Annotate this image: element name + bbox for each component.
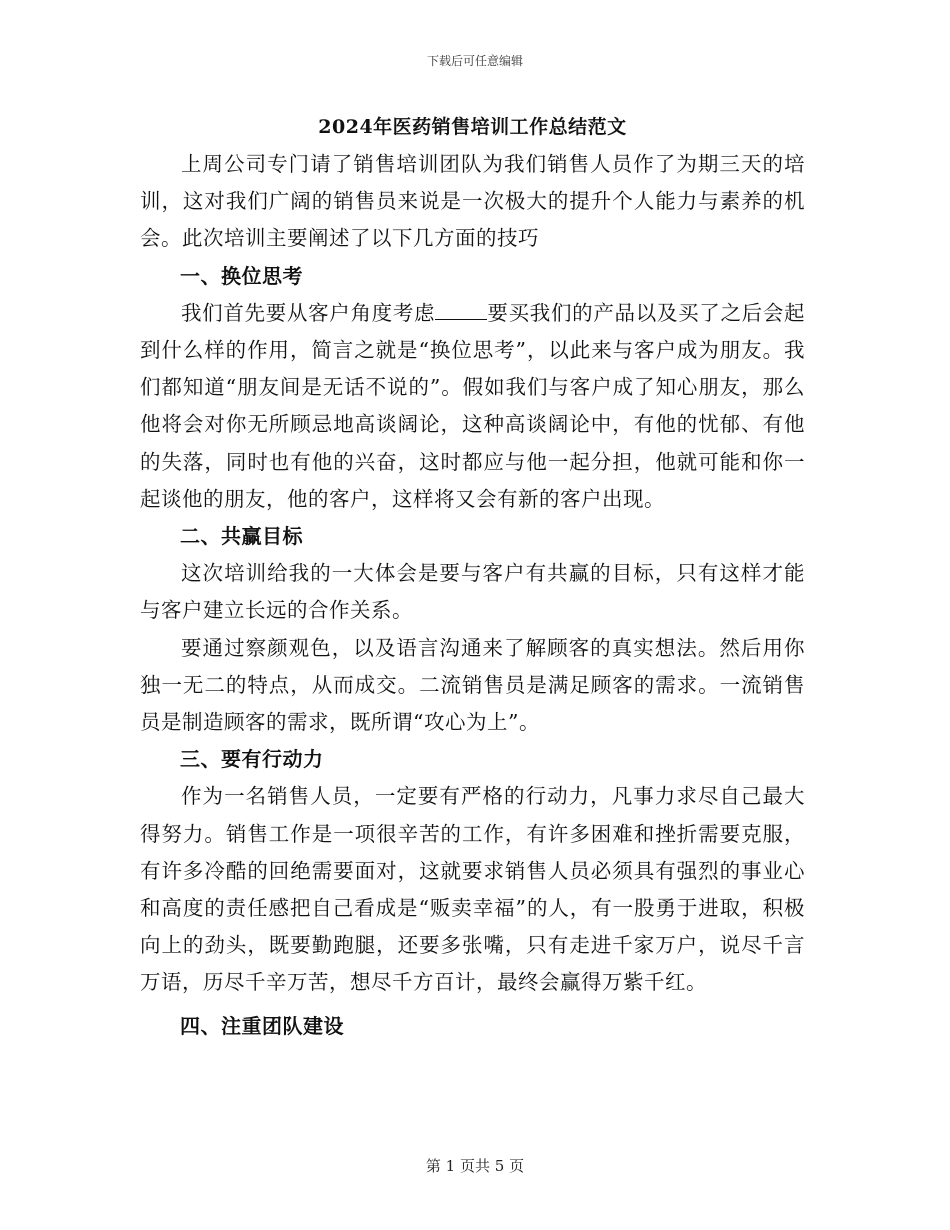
fill-in-blank [435, 299, 487, 320]
section-heading-1: 一、换位思考 [180, 263, 303, 288]
section-heading-3: 三、要有行动力 [180, 747, 324, 772]
section-heading-4: 四、注重团队建设 [180, 1013, 344, 1038]
document-title: 2024年医药销售培训工作总结范文 [318, 116, 627, 138]
intro-paragraph: 上周公司专门请了销售培训团队为我们销售人员作了为期三天的培训，这对我们广阔的销售员来说是一次极大的提升个人能力与素养的机会。此次培训主要阐述了以下几方面的技巧 [140, 152, 805, 251]
section-heading-2: 二、共赢目标 [180, 524, 303, 549]
document-body [140, 112, 805, 1045]
header-note: 下载后可任意编辑 [426, 54, 523, 68]
section-2-paragraph-1: 这次培训给我的一大体会是要与客户有共赢的目标，只有这样才能与客户建立长远的合作关系。 [140, 561, 805, 623]
section-1-text-after-blank: 要买我们的产品以及买了之后会起到什么样的作用，简言之就是“换位思考”，以此来与客户成为朋友。我们都知道“朋友间是无话不说的”。假如我们与客户成了知心朋友，那么他将会对你无所顾忌地高谈阔论，这种高谈阔论中，有他的忧郁、有他的失落，同时也有他的兴奋，这时都应与他一起分担，他就可能和你一起谈他的朋友，他的客户，这样将又会有新的客户出现。 [140, 300, 806, 511]
page-footer: 第 1 页共 5 页 [425, 1157, 525, 1175]
section-1-paragraph [140, 295, 805, 518]
section-1-text-before-blank: 我们首先要从客户角度考虑 [181, 300, 436, 325]
section-2-paragraph-2: 要通过察颜观色，以及语言沟通来了解顾客的真实想法。然后用你独一无二的特点，从而成交。二流销售员是满足顾客的需求。一流销售员是制造顾客的需求，既所谓“攻心为上”。 [140, 635, 805, 735]
section-3-paragraph-1: 作为一名销售人员，一定要有严格的行动力，凡事力求尽自己最大得努力。销售工作是一项很辛苦的工作，有许多困难和挫折需要克服，有许多冷酷的回绝需要面对，这就要求销售人员必须具有强烈的事业心和高度的责任感把自己看成是“贩卖幸福”的人，有一股勇于进取，积极向上的劲头，既要勤跑腿，还要多张嘴，只有走进千家万户，说尽千言万语，历尽千辛万苦，想尽千方百计，最终会赢得万紫千红。 [140, 784, 805, 995]
